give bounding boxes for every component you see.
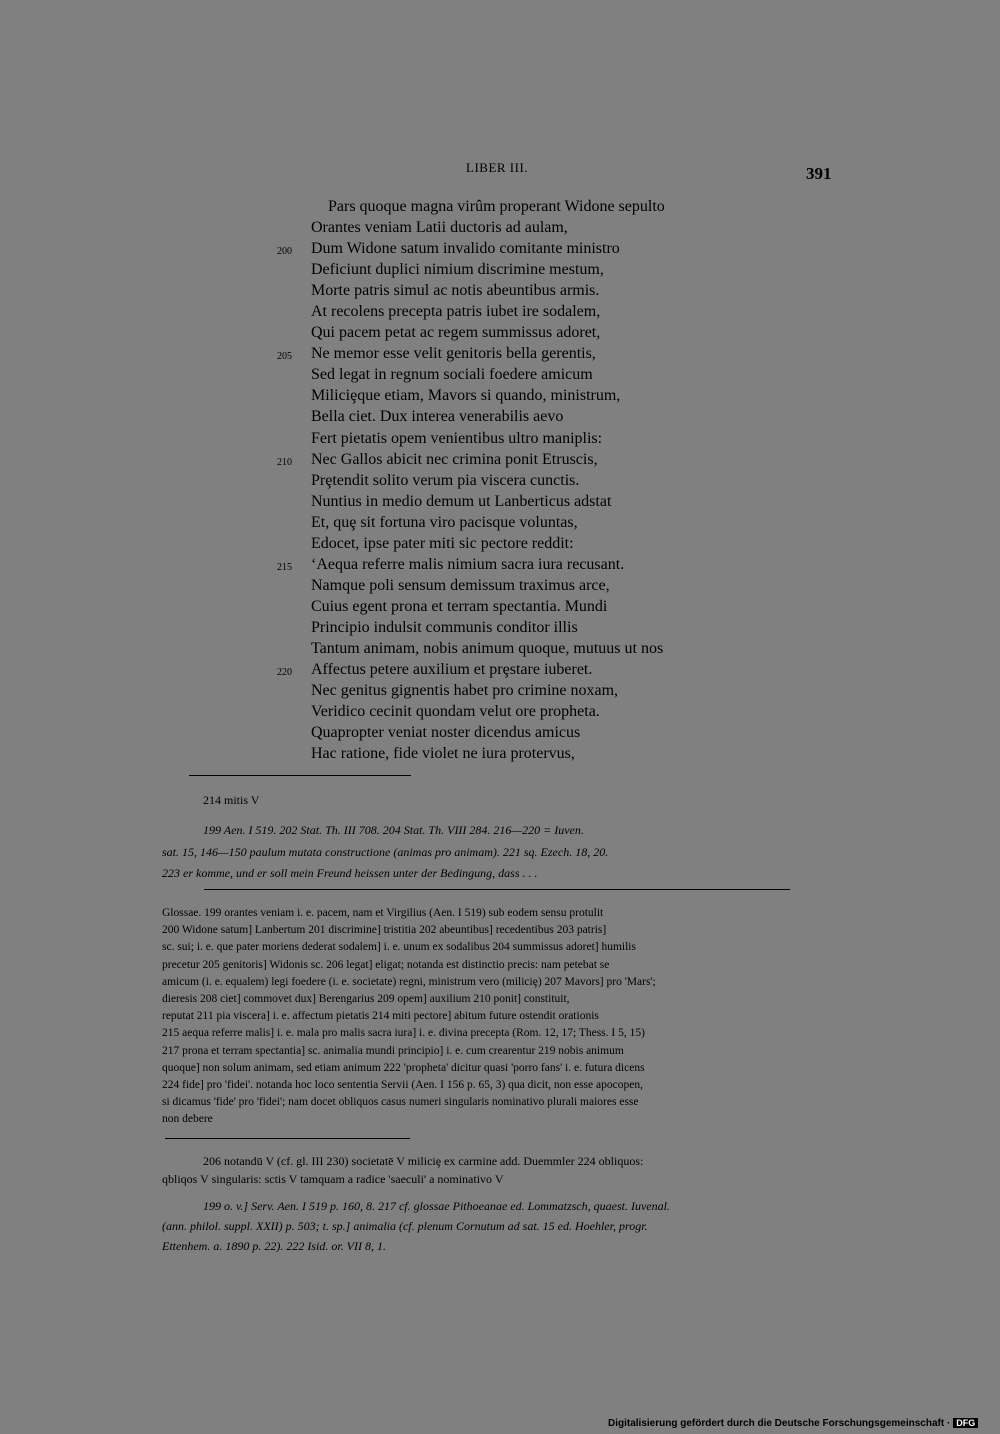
verse-line <box>0 366 1000 387</box>
verse-line <box>0 282 1000 303</box>
verse-text: Orantes veniam Latii ductoris ad aulam, <box>311 219 568 237</box>
verse-line <box>0 408 1000 429</box>
verse-text: Namque poli sensum demissum traximus arce, <box>311 576 610 594</box>
gloss-line: 200 Widone satum] Lanbertum 201 discrimine] tristitia 202 abeuntibus] recedentibus 203 patris] <box>162 924 607 937</box>
gloss-line: amicum (i. e. equalem) legi foedere (i. e. societate) regni, ministrum vero (miliciȩ) 207 Mavors] pro 'Mars'; <box>162 975 656 988</box>
page-number: 391 <box>806 164 832 183</box>
gloss-line: quoque] non solum animam, sed etiam animum 222 'propheta' dicitur quasi 'porro fans' i. e. futura dicens <box>162 1061 645 1074</box>
apparatus-line: 199 o. v.] Serv. Aen. I 519 p. 160, 8. 217 cf. glossae Pithoeanae ed. Lommatzsch, quaest. Iuvenal. <box>203 1199 670 1213</box>
verse-text: Nec genitus gignentis habet pro crimine noxam, <box>311 682 619 700</box>
verse-line <box>0 640 1000 661</box>
running-head: LIBER III. <box>466 160 529 175</box>
verse-text: Hac ratione, fide violet ne iura protervus, <box>311 745 575 763</box>
verse-text: Bella ciet. Dux interea venerabilis aevo <box>311 408 564 426</box>
verse-line <box>0 535 1000 556</box>
gloss-line: reputat 211 pia viscera] i. e. affectum pietatis 214 miti pectore] abitum future ostendit orationis <box>162 1010 599 1023</box>
verse-line <box>0 430 1000 451</box>
footnote-rule <box>165 1138 410 1139</box>
glossae-block <box>162 905 834 1129</box>
section-rule <box>204 889 790 890</box>
verse-line <box>0 745 1000 766</box>
footnote-rule <box>189 775 411 776</box>
verse-text: Ne memor esse velit genitoris bella gerentis, <box>311 345 596 363</box>
verse-text: Morte patris simul ac notis abeuntibus armis. <box>311 282 600 300</box>
verse-text: Nec Gallos abicit nec crimina ponit Etruscis, <box>311 450 598 468</box>
poem-text <box>0 198 1000 766</box>
gloss-line: 215 aequa referre malis] i. e. mala pro malis sacra iura] i. e. divina precepta (Rom. 12, 17; Thess. I 5, 15) <box>162 1027 645 1040</box>
verse-text: Sed legat in regnum sociali foedere amicum <box>311 366 593 384</box>
gloss-line: Glossae. 199 orantes veniam i. e. pacem, nam et Virgilius (Aen. I 519) sub eodem sensu protulit <box>162 907 604 919</box>
verse-line <box>0 219 1000 240</box>
verse-line <box>0 493 1000 514</box>
gloss-line: sc. sui; i. e. que pater moriens dederat sodalem] i. e. unum ex sodalibus 204 summissus adoret] humilis <box>162 941 636 954</box>
verse-line <box>0 619 1000 640</box>
apparatus-line: Ettenhem. a. 1890 p. 22). 222 Isid. or. VII 8, 1. <box>162 1239 386 1253</box>
verse-line <box>0 472 1000 493</box>
dfg-logo: DFG <box>953 1418 978 1428</box>
verse-line <box>0 303 1000 324</box>
verse-text: Principio indulsit communis conditor illis <box>311 618 578 636</box>
verse-text: Miliciȩque etiam, Mavors si quando, ministrum, <box>311 387 621 405</box>
gloss-line: si dicamus 'fide' pro 'fidei'; nam docet obliquos casus numeri singularis nominativo plurali maiores esse <box>162 1096 639 1109</box>
verse-text: Veridico cecinit quondam velut ore propheta. <box>311 703 600 721</box>
verse-line <box>0 198 1000 219</box>
verse-text: Fert pietatis opem venientibus ultro maniplis: <box>311 429 603 447</box>
apparatus-line: 206 notandū V (cf. gl. III 230) societatē V miliciȩ ex carmine add. Duemmler 224 obliquos: <box>203 1154 644 1168</box>
verse-line <box>0 577 1000 598</box>
verse-line <box>0 345 1000 366</box>
verse-text: Edocet, ipse pater miti sic pectore reddit: <box>311 534 574 552</box>
line-number: 220 <box>277 667 292 679</box>
gloss-line: dieresis 208 ciet] commovet dux] Berengarius 209 opem] auxilium 210 ponit] constituit, <box>162 993 570 1006</box>
verse-text: Tantum animam, nobis animum quoque, mutuus ut nos <box>311 639 664 657</box>
verse-line <box>0 240 1000 261</box>
line-number: 205 <box>277 351 292 363</box>
verse-line <box>0 324 1000 345</box>
apparatus-line: 199 Aen. I 519. 202 Stat. Th. III 708. 204 Stat. Th. VIII 284. 216—220 = Iuven. <box>203 823 584 837</box>
verse-line <box>0 703 1000 724</box>
verse-line <box>0 661 1000 682</box>
verse-text: Pars quoque magna virûm properant Widone sepulto <box>328 198 665 215</box>
digitization-notice: Digitalisierung gefördert durch die Deutsche Forschungsgemeinschaft · <box>608 1418 951 1429</box>
line-number: 200 <box>277 246 292 258</box>
digitization-footer <box>608 1418 978 1429</box>
verse-text: At recolens precepta patris iubet ire sodalem, <box>311 303 601 321</box>
verse-text: Nuntius in medio demum ut Lanberticus adstat <box>311 492 612 510</box>
apparatus-line: qbliqos V singularis: sctis V tamquam a radice 'saeculi' a nominativo V <box>162 1172 504 1186</box>
verse-text: ‘Aequa referre malis nimium sacra iura recusant. <box>311 555 625 573</box>
apparatus-line: sat. 15, 146—150 paulum mutata constructione (animas pro animam). 221 sq. Ezech. 18, 20. <box>162 845 609 859</box>
line-number: 215 <box>277 561 292 573</box>
verse-line <box>0 261 1000 282</box>
verse-line <box>0 724 1000 745</box>
verse-line <box>0 514 1000 535</box>
verse-text: Affectus petere auxilium et prȩstare iuberet. <box>311 661 593 679</box>
verse-line <box>0 387 1000 408</box>
gloss-line: non debere <box>162 1113 213 1126</box>
line-number: 210 <box>277 456 292 468</box>
verse-line <box>0 682 1000 703</box>
verse-text: Dum Widone satum invalido comitante ministro <box>311 240 620 258</box>
verse-line <box>0 556 1000 577</box>
apparatus-critical: 214 mitis V <box>203 793 260 807</box>
verse-text: Cuius egent prona et terram spectantia. Mundi <box>311 597 608 615</box>
verse-text: Deficiunt duplici nimium discrimine mestum, <box>311 261 604 279</box>
verse-line <box>0 598 1000 619</box>
apparatus-line: 223 er komme, und er soll mein Freund heissen unter der Bedingung, dass . . . <box>162 866 538 880</box>
verse-text: Prȩtendit solito verum pia viscera cunctis. <box>311 471 580 489</box>
verse-text: Quapropter veniat noster dicendus amicus <box>311 724 581 742</box>
verse-text: Qui pacem petat ac regem summissus adoret, <box>311 324 601 342</box>
verse-text: Et, quȩ sit fortuna viro pacisque voluntas, <box>311 513 578 531</box>
verse-line <box>0 451 1000 472</box>
gloss-line: precetur 205 genitoris] Widonis sc. 206 legat] eligat; notanda est distinctio precis: nam petebat se <box>162 958 610 971</box>
gloss-line: 224 fide] pro 'fidei'. notanda hoc loco sententia Servii (Aen. I 156 p. 65, 3) qua dicit, non esse apocopen, <box>162 1079 643 1092</box>
apparatus-line: (ann. philol. suppl. XXII) p. 503; t. sp.] animalia (cf. plenum Cornutum ad sat. 15 ed. Hoehler, progr. <box>162 1219 648 1233</box>
gloss-line: 217 prona et terram spectantia] sc. animalia mundi principio] i. e. cum crearentur 219 nobis animum <box>162 1044 624 1057</box>
